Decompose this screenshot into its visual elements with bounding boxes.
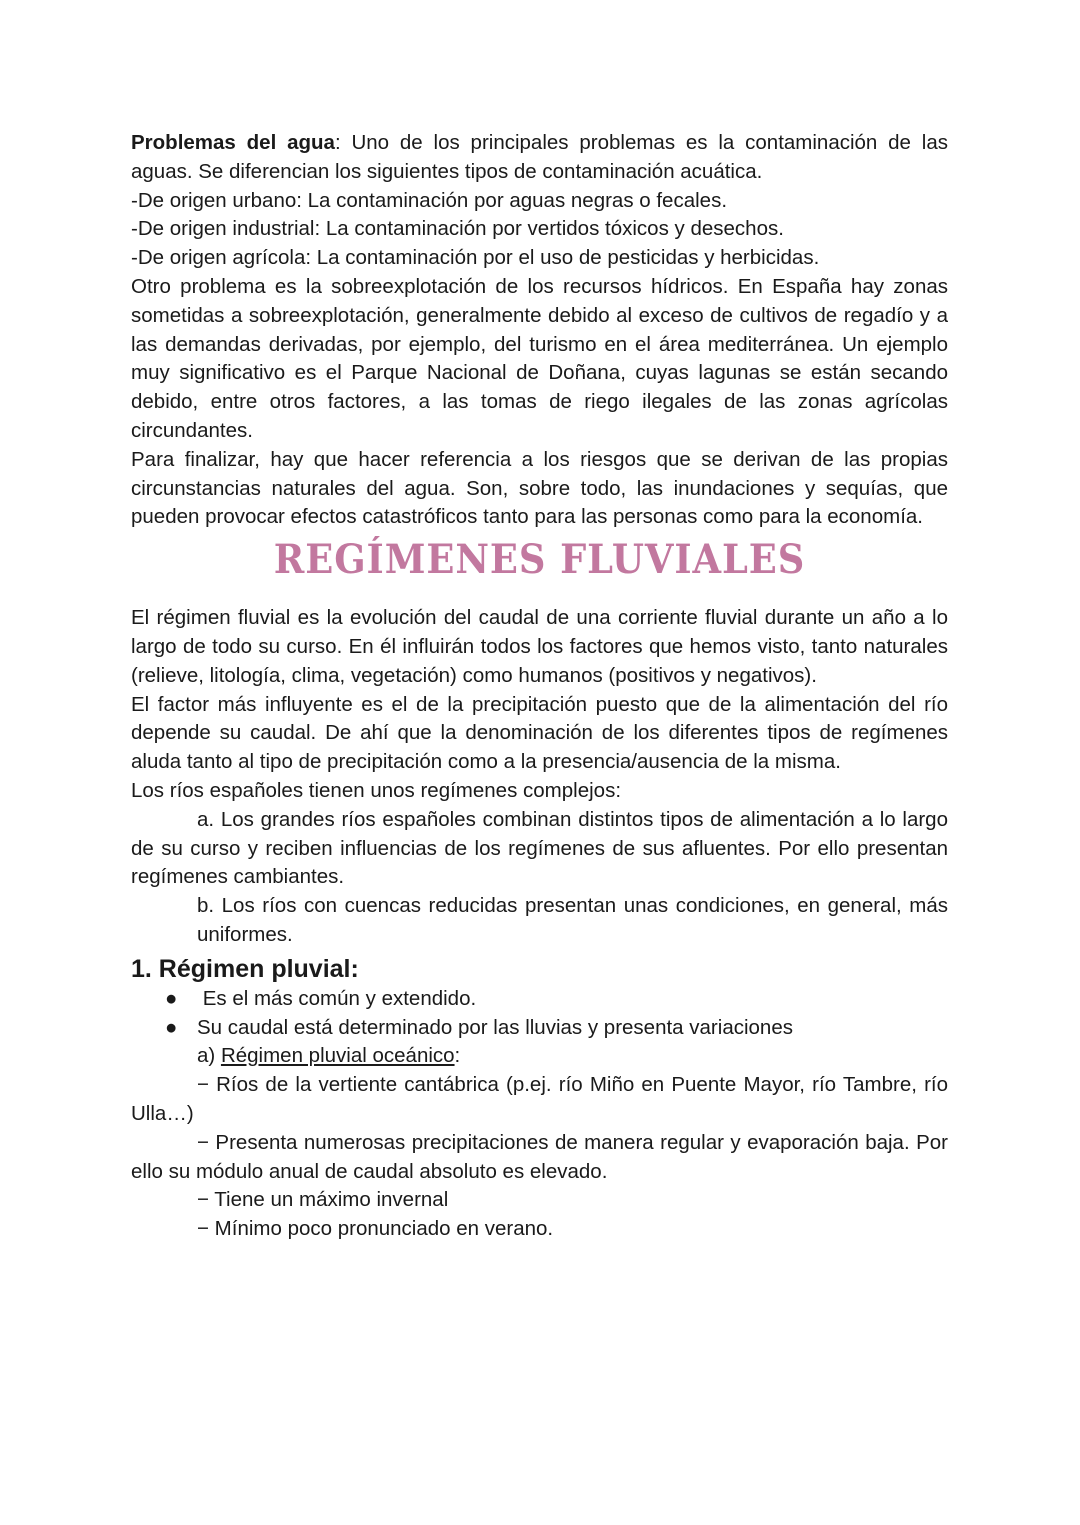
subsection-oceanico xyxy=(131,1042,948,1071)
item-b: b. Los ríos con cuencas reducidas presentan unas condiciones, en general, más uniformes. xyxy=(197,894,948,946)
item-a xyxy=(131,806,948,892)
bullet-text-2: Su caudal está determinado por las lluvias y presenta variaciones xyxy=(197,1015,793,1039)
sub-prefix: a) xyxy=(197,1044,221,1068)
detail-2 xyxy=(131,1129,948,1187)
detail-4: − Mínimo poco pronunciado en verano. xyxy=(197,1217,554,1241)
origen-agricola: -De origen agrícola: La contaminación por el uso de pesticidas y herbicidas. xyxy=(131,246,820,270)
bullet-item-2 xyxy=(131,1014,948,1043)
regimen-definition-paragraph: El régimen fluvial es la evolución del caudal de una corriente fluvial durante un año a lo largo de todo su curso. En él influirán todos los factores que hemos visto, tanto naturales (relieve, litología, clima, vegetación) como humanos (positivos y negativos). xyxy=(131,606,948,687)
problemas-lead-bold: Problemas del agua xyxy=(131,131,335,154)
riesgos-paragraph: Para finalizar, hay que hacer referencia a los riesgos que se derivan de las propias circunstancias naturales del agua. Son, sobre todo, las inundaciones y sequías, que pueden provocar efectos catastróficos tanto para las personas como para la economía. xyxy=(131,447,948,529)
detail-1 xyxy=(131,1071,948,1129)
sobreexplotacion-paragraph: Otro problema es la sobreexplotación de los recursos hídricos. En España hay zonas sometidas a sobreexplotación, generalmente debido al exceso de cultivos de regadío y a las demandas derivadas, por ejemplo, del turismo en el área mediterránea. Un ejemplo muy significativo es el Parque Nacional de Doñana, cuyas lagunas se están secando debido, entre otros factores, a las tomas de riego ilegales de las zonas agrícolas circundantes. xyxy=(131,274,948,442)
factor-paragraph: El factor más influyente es el de la precipitación puesto que de la alimentación del río depende su caudal. De ahí que la denominación de los diferentes tipos de regímenes aluda tanto al tipo de precipitación como a la presencia/ausencia de la misma. xyxy=(131,692,948,774)
problemas-intro xyxy=(131,129,948,187)
item-a-text: a. Los grandes ríos españoles combinan distintos tipos de alimentación a lo largo de su curso y reciben influencias de los regímenes de sus afluentes. Por ello presentan regímenes cambiantes. xyxy=(131,807,948,889)
bullet-icon: ● xyxy=(165,986,178,1010)
complejos-paragraph: Los ríos españoles tienen unos regímenes complejos: xyxy=(131,778,622,802)
bullet-icon: ● xyxy=(165,1015,178,1039)
origen-industrial: -De origen industrial: La contaminación por vertidos tóxicos y desechos. xyxy=(131,217,784,241)
section-title: REGÍMENES FLUVIALES xyxy=(273,536,806,584)
detail-3: − Tiene un máximo invernal xyxy=(197,1188,449,1212)
sub-suffix: : xyxy=(454,1044,461,1068)
pluvial-heading: 1. Régimen pluvial: xyxy=(131,954,359,983)
detail-2-text: − Presenta numerosas precipitaciones de manera regular y evaporación baja. Por ello su módulo anual de caudal absoluto es elevado. xyxy=(131,1130,948,1183)
document-page xyxy=(131,129,948,1244)
sub-title: Régimen pluvial oceánico xyxy=(220,1044,455,1068)
problemas-lead-text: : Uno de los principales problemas es la contaminación de las aguas. Se diferencian los siguientes tipos de contaminación acuática. xyxy=(131,131,948,183)
bullet-item-1 xyxy=(131,985,948,1014)
bullet-text-1: Es el más común y extendido. xyxy=(202,986,477,1010)
detail-1-text: − Ríos de la vertiente cantábrica (p.ej. río Miño en Puente Mayor, río Tambre, río Ulla…) xyxy=(131,1073,948,1125)
origen-urbano: -De origen urbano: La contaminación por aguas negras o fecales. xyxy=(131,188,728,212)
